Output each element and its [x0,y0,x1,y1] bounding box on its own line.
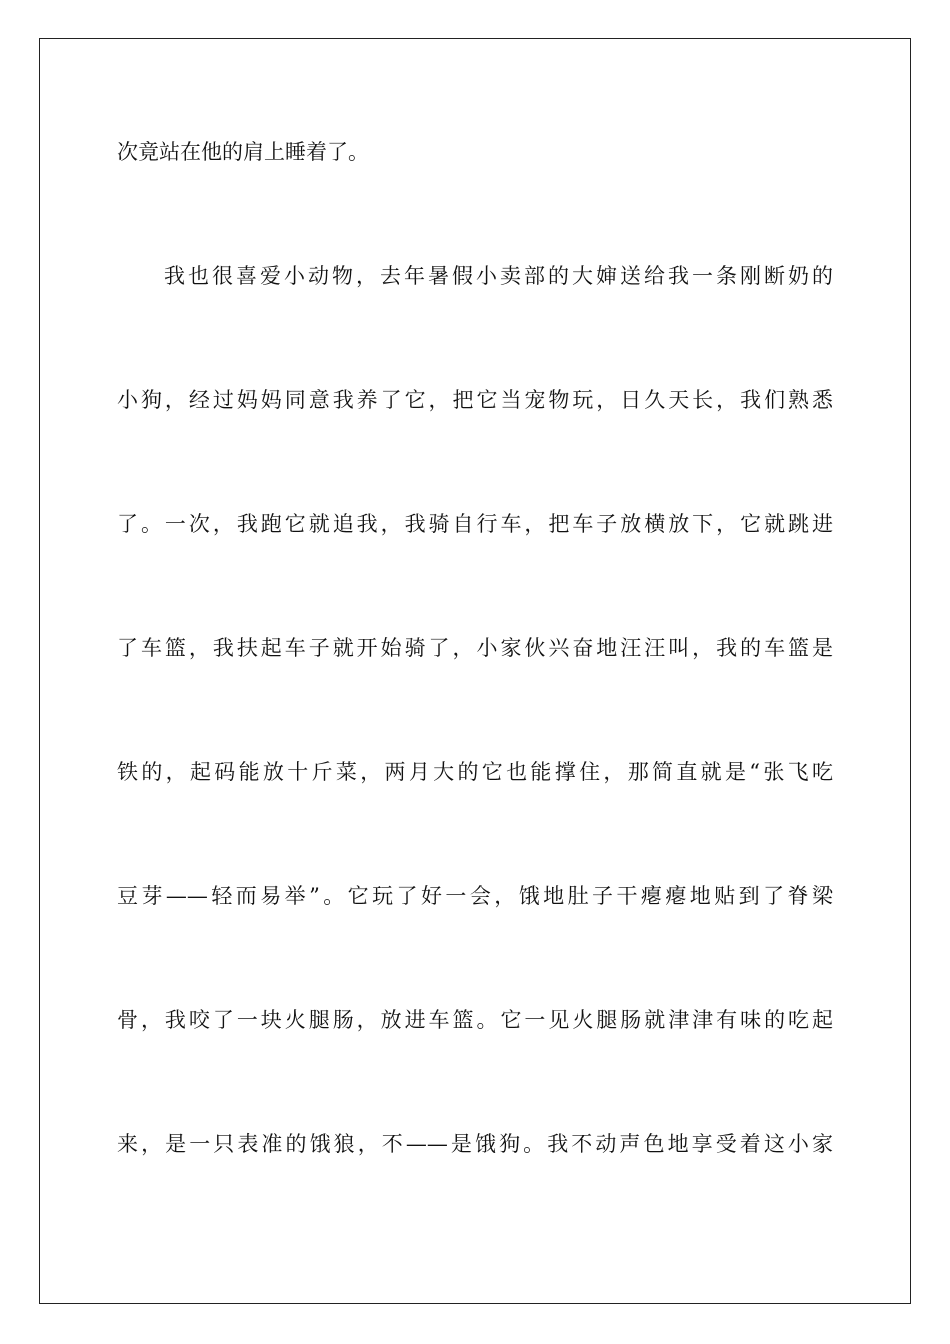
text-line-4: 了。一次，我跑它就追我，我骑自行车，把车子放横放下，它就跳进 [117,512,833,536]
text-line-5: 了车篮，我扶起车子就开始骑了，小家伙兴奋地汪汪叫，我的车篮是 [117,636,833,660]
text-line-9: 来，是一只表准的饿狼，不——是饿狗。我不动声色地享受着这小家 [117,1132,833,1156]
text-line-7: 豆芽——轻而易举”。它玩了好一会，饿地肚子干瘪瘪地贴到了脊梁 [117,884,833,908]
text-line-3: 小狗，经过妈妈同意我养了它，把它当宠物玩，日久天长，我们熟悉 [117,388,833,412]
text-line-8: 骨，我咬了一块火腿肠，放进车篮。它一见火腿肠就津津有味的吃起 [117,1008,833,1032]
text-line-6: 铁的，起码能放十斤菜，两月大的它也能撑住，那简直就是“张飞吃 [117,760,833,784]
text-line-1: 次竟站在他的肩上睡着了。 [117,140,369,164]
paragraph-first-line: 我也很喜爱小动物，去年暑假小卖部的大婶送给我一条刚断奶的 [164,264,833,288]
page-border [39,38,911,1304]
